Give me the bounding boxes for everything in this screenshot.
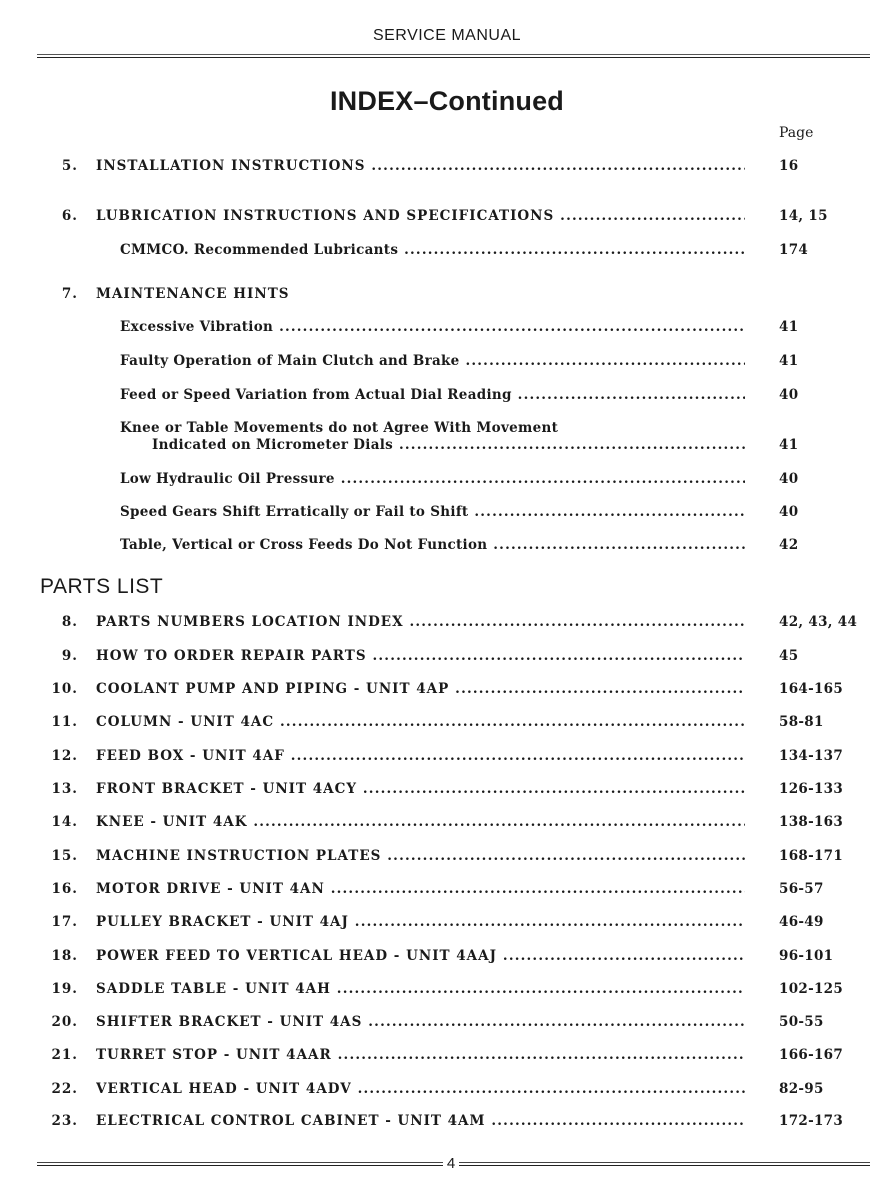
entry-title-with-leader-dots <box>96 713 745 731</box>
header-double-rule <box>37 54 870 58</box>
index-entry[interactable] <box>0 913 894 931</box>
entry-title-with-leader-dots <box>120 536 745 554</box>
entry-page-number: 96-101 <box>779 948 834 964</box>
entry-title-with-leader-dots <box>96 157 745 175</box>
entry-title: Table, Vertical or Cross Feeds Do Not Function <box>120 537 488 553</box>
index-subentry[interactable] <box>0 241 894 259</box>
entry-page-number: 40 <box>779 504 799 520</box>
entry-page-number: 102-125 <box>779 981 844 997</box>
entry-title: LUBRICATION INSTRUCTIONS AND SPECIFICATIONS <box>96 208 555 224</box>
entry-title-with-leader-dots <box>96 1112 745 1130</box>
index-subentry[interactable] <box>0 318 894 336</box>
entry-number: 17. <box>51 914 78 930</box>
entry-number: 18. <box>51 948 78 964</box>
entry-page-number: 168-171 <box>779 848 844 864</box>
entry-title: Low Hydraulic Oil Pressure <box>120 471 335 487</box>
entry-title: Feed or Speed Variation from Actual Dial Reading <box>120 387 512 403</box>
index-entry[interactable] <box>0 947 894 965</box>
entry-page-number: 134-137 <box>779 748 844 764</box>
entry-page-number: 164-165 <box>779 681 844 697</box>
entry-page-number: 82-95 <box>779 1081 824 1097</box>
page-column-label: Page <box>779 125 814 141</box>
index-entry[interactable] <box>0 980 894 998</box>
entry-title: TURRET STOP - UNIT 4AAR <box>96 1047 332 1063</box>
entry-title-with-leader-dots <box>96 780 745 798</box>
entry-title-with-leader-dots <box>96 913 745 931</box>
entry-number: 15. <box>51 848 78 864</box>
entry-title: SADDLE TABLE - UNIT 4AH <box>96 981 331 997</box>
entry-title: FRONT BRACKET - UNIT 4ACY <box>96 781 357 797</box>
entry-title: Indicated on Micrometer Dials <box>152 437 394 453</box>
index-subentry-first-line <box>0 419 894 437</box>
entry-number: 22. <box>51 1081 78 1097</box>
entry-title: CMMCO. Recommended Lubricants <box>120 242 399 258</box>
entry-page-number: 40 <box>779 471 799 487</box>
entry-page-number: 172-173 <box>779 1113 844 1129</box>
entry-number: 6. <box>61 208 78 224</box>
index-entry[interactable] <box>0 1112 894 1130</box>
entry-title-with-leader-dots <box>96 613 745 631</box>
index-subentry[interactable] <box>0 352 894 370</box>
index-entry[interactable] <box>0 747 894 765</box>
entry-title: ELECTRICAL CONTROL CABINET - UNIT 4AM <box>96 1113 486 1129</box>
index-subentry[interactable] <box>0 386 894 404</box>
index-entry[interactable] <box>0 285 894 303</box>
entry-page-number: 41 <box>779 319 799 335</box>
index-entry[interactable] <box>0 713 894 731</box>
entry-title-with-leader-dots <box>96 207 745 225</box>
entry-title-with-leader-dots <box>152 436 745 454</box>
entry-page-number: 41 <box>779 437 799 453</box>
entry-page-number: 42, 43, 44 <box>779 614 858 630</box>
entry-number: 19. <box>51 981 78 997</box>
entry-title-with-leader-dots <box>120 470 745 488</box>
page-title: INDEX–Continued <box>329 86 564 116</box>
entry-title: POWER FEED TO VERTICAL HEAD - UNIT 4AAJ <box>96 948 498 964</box>
entry-page-number: 46-49 <box>779 914 824 930</box>
index-entry[interactable] <box>0 647 894 665</box>
entry-number: 10. <box>51 681 78 697</box>
index-entry[interactable] <box>0 1046 894 1064</box>
index-subentry[interactable] <box>0 536 894 554</box>
entry-title-with-leader-dots <box>96 647 745 665</box>
entry-number: 23. <box>51 1113 78 1129</box>
entry-page-number: 50-55 <box>779 1014 824 1030</box>
entry-page-number: 14, 15 <box>779 208 828 224</box>
footer <box>37 1156 870 1172</box>
entry-page-number: 166-167 <box>779 1047 844 1063</box>
entry-number: 7. <box>61 286 78 302</box>
entry-number: 16. <box>51 881 78 897</box>
entry-title: VERTICAL HEAD - UNIT 4ADV <box>96 1081 352 1097</box>
entry-number: 9. <box>61 648 78 664</box>
entry-title: MOTOR DRIVE - UNIT 4AN <box>96 881 325 897</box>
entry-title-with-leader-dots <box>96 680 745 698</box>
index-entry[interactable] <box>0 1013 894 1031</box>
entry-page-number: 126-133 <box>779 781 844 797</box>
page-number: 4 <box>446 1155 456 1172</box>
entry-title-with-leader-dots <box>96 747 745 765</box>
entry-title-with-leader-dots <box>96 880 745 898</box>
entry-number: 5. <box>61 158 78 174</box>
parts-list-heading: PARTS LIST <box>40 575 164 598</box>
entry-page-number: 58-81 <box>779 714 824 730</box>
index-subentry[interactable] <box>0 436 894 454</box>
entry-title: PARTS NUMBERS LOCATION INDEX <box>96 614 404 630</box>
footer-rule-right <box>459 1162 870 1166</box>
index-subentry[interactable] <box>0 503 894 521</box>
entry-title-with-leader-dots <box>120 241 745 259</box>
entry-page-number: 174 <box>779 242 809 258</box>
index-entry[interactable] <box>0 613 894 631</box>
index-entry[interactable] <box>0 157 894 175</box>
entry-title-with-leader-dots <box>96 285 745 303</box>
entry-title-with-leader-dots <box>120 503 745 521</box>
entry-title-with-leader-dots <box>96 1013 745 1031</box>
entry-page-number: 41 <box>779 353 799 369</box>
entry-title: COOLANT PUMP AND PIPING - UNIT 4AP <box>96 681 450 697</box>
entry-title-with-leader-dots <box>96 847 745 865</box>
entry-title-with-leader-dots <box>120 352 745 370</box>
index-entry[interactable] <box>0 847 894 865</box>
entry-title-with-leader-dots <box>96 1080 745 1098</box>
index-entry[interactable] <box>0 1080 894 1098</box>
entry-title-with-leader-dots <box>96 980 745 998</box>
index-entry[interactable] <box>0 680 894 698</box>
entry-number: 20. <box>51 1014 78 1030</box>
entry-number: 8. <box>61 614 78 630</box>
entry-title-with-leader-dots <box>96 947 745 965</box>
entry-page-number: 16 <box>779 158 799 174</box>
entry-title: Excessive Vibration <box>120 319 274 335</box>
entry-title: PULLEY BRACKET - UNIT 4AJ <box>96 914 349 930</box>
entry-page-number: 45 <box>779 648 799 664</box>
entry-number: 12. <box>51 748 78 764</box>
index-entry[interactable] <box>0 813 894 831</box>
entry-title-line1: Knee or Table Movements do not Agree With Movement <box>120 420 559 436</box>
footer-rule-left <box>37 1162 443 1166</box>
entry-title: HOW TO ORDER REPAIR PARTS <box>96 648 367 664</box>
index-subentry[interactable] <box>0 470 894 488</box>
entry-title: MAINTENANCE HINTS <box>96 286 290 302</box>
entry-page-number: 138-163 <box>779 814 844 830</box>
entry-number: 13. <box>51 781 78 797</box>
entry-title: Faulty Operation of Main Clutch and Brake <box>120 353 460 369</box>
index-entry[interactable] <box>0 780 894 798</box>
entry-title-with-leader-dots <box>120 318 745 336</box>
entry-number: 21. <box>51 1047 78 1063</box>
entry-number: 11. <box>51 714 78 730</box>
entry-title: Speed Gears Shift Erratically or Fail to Shift <box>120 504 469 520</box>
entry-page-number: 56-57 <box>779 881 824 897</box>
entry-title: INSTALLATION INSTRUCTIONS <box>96 158 366 174</box>
entry-title: FEED BOX - UNIT 4AF <box>96 748 285 764</box>
entry-page-number: 42 <box>779 537 799 553</box>
index-entry[interactable] <box>0 880 894 898</box>
entry-title: SHIFTER BRACKET - UNIT 4AS <box>96 1014 363 1030</box>
running-head: SERVICE MANUAL <box>372 27 522 44</box>
index-entry[interactable] <box>0 207 894 225</box>
entry-title-with-leader-dots <box>120 386 745 404</box>
entry-title-with-leader-dots <box>96 1046 745 1064</box>
entry-title-with-leader-dots <box>96 813 745 831</box>
entry-title: KNEE - UNIT 4AK <box>96 814 248 830</box>
entry-title: COLUMN - UNIT 4AC <box>96 714 275 730</box>
entry-page-number: 40 <box>779 387 799 403</box>
entry-number: 14. <box>51 814 78 830</box>
entry-title: MACHINE INSTRUCTION PLATES <box>96 848 382 864</box>
